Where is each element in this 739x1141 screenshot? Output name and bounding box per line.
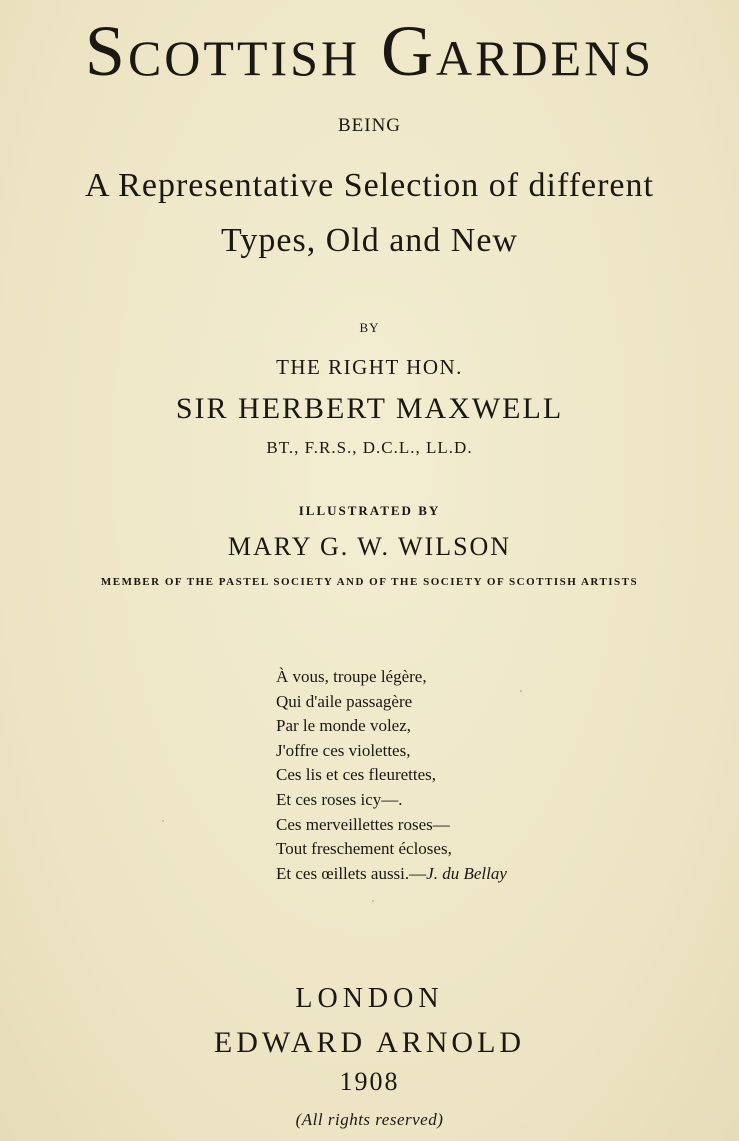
- verse-line: Par le monde volez,: [276, 716, 412, 736]
- book-title: Scottish Gardens: [84, 11, 655, 91]
- subtitle-line-1: A Representative Selection of different: [85, 167, 654, 204]
- verse-attribution: J. du Bellay: [426, 863, 507, 883]
- author-prefix: THE RIGHT HON.: [276, 355, 463, 379]
- paper-speck: [162, 820, 164, 822]
- paper-speck: [520, 690, 522, 692]
- illustrated-by-label: ILLUSTRATED BY: [298, 503, 441, 518]
- paper-speck: [372, 900, 374, 902]
- illustrator-description: MEMBER OF THE PASTEL SOCIETY AND OF THE SOCIETY OF SCOTTISH ARTISTS: [100, 576, 639, 588]
- verse-line: À vous, troupe légère,: [276, 667, 427, 686]
- verse-line: J'offre ces violettes,: [276, 740, 411, 760]
- subtitle-line-2: Types, Old and New: [220, 222, 518, 259]
- verse-line: Et ces roses icy—.: [276, 789, 403, 809]
- author-name: SIR HERBERT MAXWELL: [175, 392, 564, 425]
- verse-line: Qui d'aile passagère: [276, 691, 413, 711]
- illustrator-name: MARY G. W. WILSON: [227, 532, 512, 561]
- epigraph-verse: [276, 665, 507, 886]
- verse-line-text: Et ces œillets aussi.—: [276, 863, 427, 883]
- verse-line: Ces lis et ces fleurettes,: [276, 765, 437, 785]
- imprint-publisher: EDWARD ARNOLD: [213, 1026, 526, 1059]
- imprint-year: 1908: [339, 1067, 400, 1096]
- being-label: BEING: [337, 115, 402, 136]
- verse-line: Ces merveillettes roses—: [276, 814, 450, 834]
- by-label: BY: [359, 320, 380, 335]
- imprint-city: LONDON: [295, 983, 444, 1014]
- rights-notice: (All rights reserved): [295, 1110, 444, 1129]
- verse-line: Tout freschement écloses,: [276, 839, 452, 859]
- verse-last-line: [276, 862, 507, 887]
- author-degrees: BT., F.R.S., D.C.L., LL.D.: [266, 438, 473, 457]
